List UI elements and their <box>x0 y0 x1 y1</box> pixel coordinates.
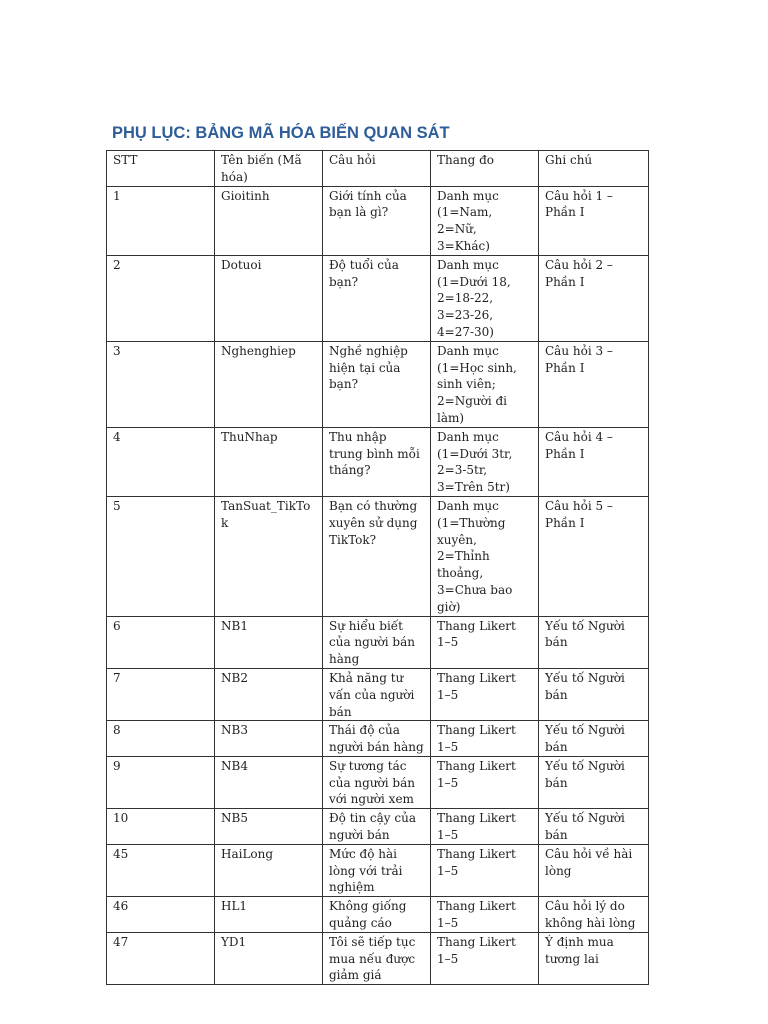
cell-note: Câu hỏi 1 – Phần I <box>539 186 649 255</box>
table-row <box>107 897 649 933</box>
cell-question: Nghề nghiệp hiện tại của bạn? <box>323 341 431 427</box>
cell-scale: Thang Likert 1–5 <box>431 844 539 896</box>
table-row <box>107 255 649 341</box>
cell-variable-name: NB3 <box>215 721 323 757</box>
cell-stt: 47 <box>107 932 215 984</box>
cell-note: Yếu tố Người bán <box>539 616 649 668</box>
cell-stt: 46 <box>107 897 215 933</box>
cell-scale: Thang Likert 1–5 <box>431 668 539 720</box>
cell-note: Câu hỏi 3 – Phần I <box>539 341 649 427</box>
cell-scale: Danh mục (1=Dưới 3tr, 2=3-5tr, 3=Trên 5tr) <box>431 427 539 496</box>
table-row <box>107 496 649 616</box>
cell-variable-name: NB1 <box>215 616 323 668</box>
cell-stt: 7 <box>107 668 215 720</box>
table-row <box>107 616 649 668</box>
cell-scale: Danh mục (1=Nam, 2=Nữ, 3=Khác) <box>431 186 539 255</box>
cell-question: Tôi sẽ tiếp tục mua nếu được giảm giá <box>323 932 431 984</box>
cell-stt: 6 <box>107 616 215 668</box>
cell-variable-name: TanSuat_TikTok <box>215 496 323 616</box>
table-row <box>107 186 649 255</box>
cell-scale: Danh mục (1=Học sinh, sinh viên; 2=Người đi làm) <box>431 341 539 427</box>
cell-question: Sự hiểu biết của người bán hàng <box>323 616 431 668</box>
cell-note: Câu hỏi 5 – Phần I <box>539 496 649 616</box>
cell-variable-name: YD1 <box>215 932 323 984</box>
cell-question: Khả năng tư vấn của người bán <box>323 668 431 720</box>
cell-question: Độ tin cậy của người bán <box>323 809 431 845</box>
cell-variable-name: HL1 <box>215 897 323 933</box>
cell-note: Yếu tố Người bán <box>539 668 649 720</box>
cell-stt: 5 <box>107 496 215 616</box>
table-row <box>107 844 649 896</box>
cell-note: Ý định mua tương lai <box>539 932 649 984</box>
table-row <box>107 809 649 845</box>
cell-scale: Thang Likert 1–5 <box>431 897 539 933</box>
cell-note: Câu hỏi lý do không hài lòng <box>539 897 649 933</box>
cell-variable-name: Gioitinh <box>215 186 323 255</box>
cell-note: Câu hỏi 4 – Phần I <box>539 427 649 496</box>
cell-stt: 9 <box>107 756 215 808</box>
cell-question: Thái độ của người bán hàng <box>323 721 431 757</box>
table-row <box>107 668 649 720</box>
cell-variable-name: ThuNhap <box>215 427 323 496</box>
cell-variable-name: NB2 <box>215 668 323 720</box>
cell-question: Sự tương tác của người bán với người xem <box>323 756 431 808</box>
cell-note: Câu hỏi 2 – Phần I <box>539 255 649 341</box>
table-row <box>107 756 649 808</box>
cell-variable-name: NB5 <box>215 809 323 845</box>
cell-stt: 10 <box>107 809 215 845</box>
appendix-title: PHỤ LỤC: BẢNG MÃ HÓA BIẾN QUAN SÁT <box>112 124 450 142</box>
header-stt: STT <box>107 151 215 187</box>
header-scale: Thang đo <box>431 151 539 187</box>
cell-question: Không giống quảng cáo <box>323 897 431 933</box>
cell-scale: Danh mục (1=Thường xuyên, 2=Thỉnh thoảng, 3=Chưa bao giờ) <box>431 496 539 616</box>
cell-variable-name: Dotuoi <box>215 255 323 341</box>
cell-variable-name: Nghenghiep <box>215 341 323 427</box>
cell-scale: Thang Likert 1–5 <box>431 809 539 845</box>
variable-coding-table <box>106 150 649 985</box>
cell-scale: Thang Likert 1–5 <box>431 932 539 984</box>
cell-variable-name: NB4 <box>215 756 323 808</box>
header-note: Ghi chú <box>539 151 649 187</box>
cell-question: Bạn có thường xuyên sử dụng TikTok? <box>323 496 431 616</box>
cell-question: Mức độ hài lòng với trải nghiệm <box>323 844 431 896</box>
table-row <box>107 427 649 496</box>
table-row <box>107 341 649 427</box>
cell-question: Thu nhập trung bình mỗi tháng? <box>323 427 431 496</box>
header-question: Câu hỏi <box>323 151 431 187</box>
cell-note: Yếu tố Người bán <box>539 721 649 757</box>
table-body <box>107 151 649 985</box>
cell-scale: Thang Likert 1–5 <box>431 616 539 668</box>
cell-stt: 8 <box>107 721 215 757</box>
table-header-row <box>107 151 649 187</box>
cell-question: Giới tính của bạn là gì? <box>323 186 431 255</box>
cell-stt: 4 <box>107 427 215 496</box>
cell-stt: 2 <box>107 255 215 341</box>
cell-stt: 1 <box>107 186 215 255</box>
cell-question: Độ tuổi của bạn? <box>323 255 431 341</box>
cell-variable-name: HaiLong <box>215 844 323 896</box>
table-row <box>107 721 649 757</box>
cell-scale: Thang Likert 1–5 <box>431 721 539 757</box>
header-variable-name: Tên biến (Mã hóa) <box>215 151 323 187</box>
cell-scale: Thang Likert 1–5 <box>431 756 539 808</box>
cell-note: Yếu tố Người bán <box>539 756 649 808</box>
cell-scale: Danh mục (1=Dưới 18, 2=18-22, 3=23-26, 4=27-30) <box>431 255 539 341</box>
cell-stt: 45 <box>107 844 215 896</box>
cell-note: Câu hỏi về hài lòng <box>539 844 649 896</box>
cell-stt: 3 <box>107 341 215 427</box>
cell-note: Yếu tố Người bán <box>539 809 649 845</box>
table-row <box>107 932 649 984</box>
